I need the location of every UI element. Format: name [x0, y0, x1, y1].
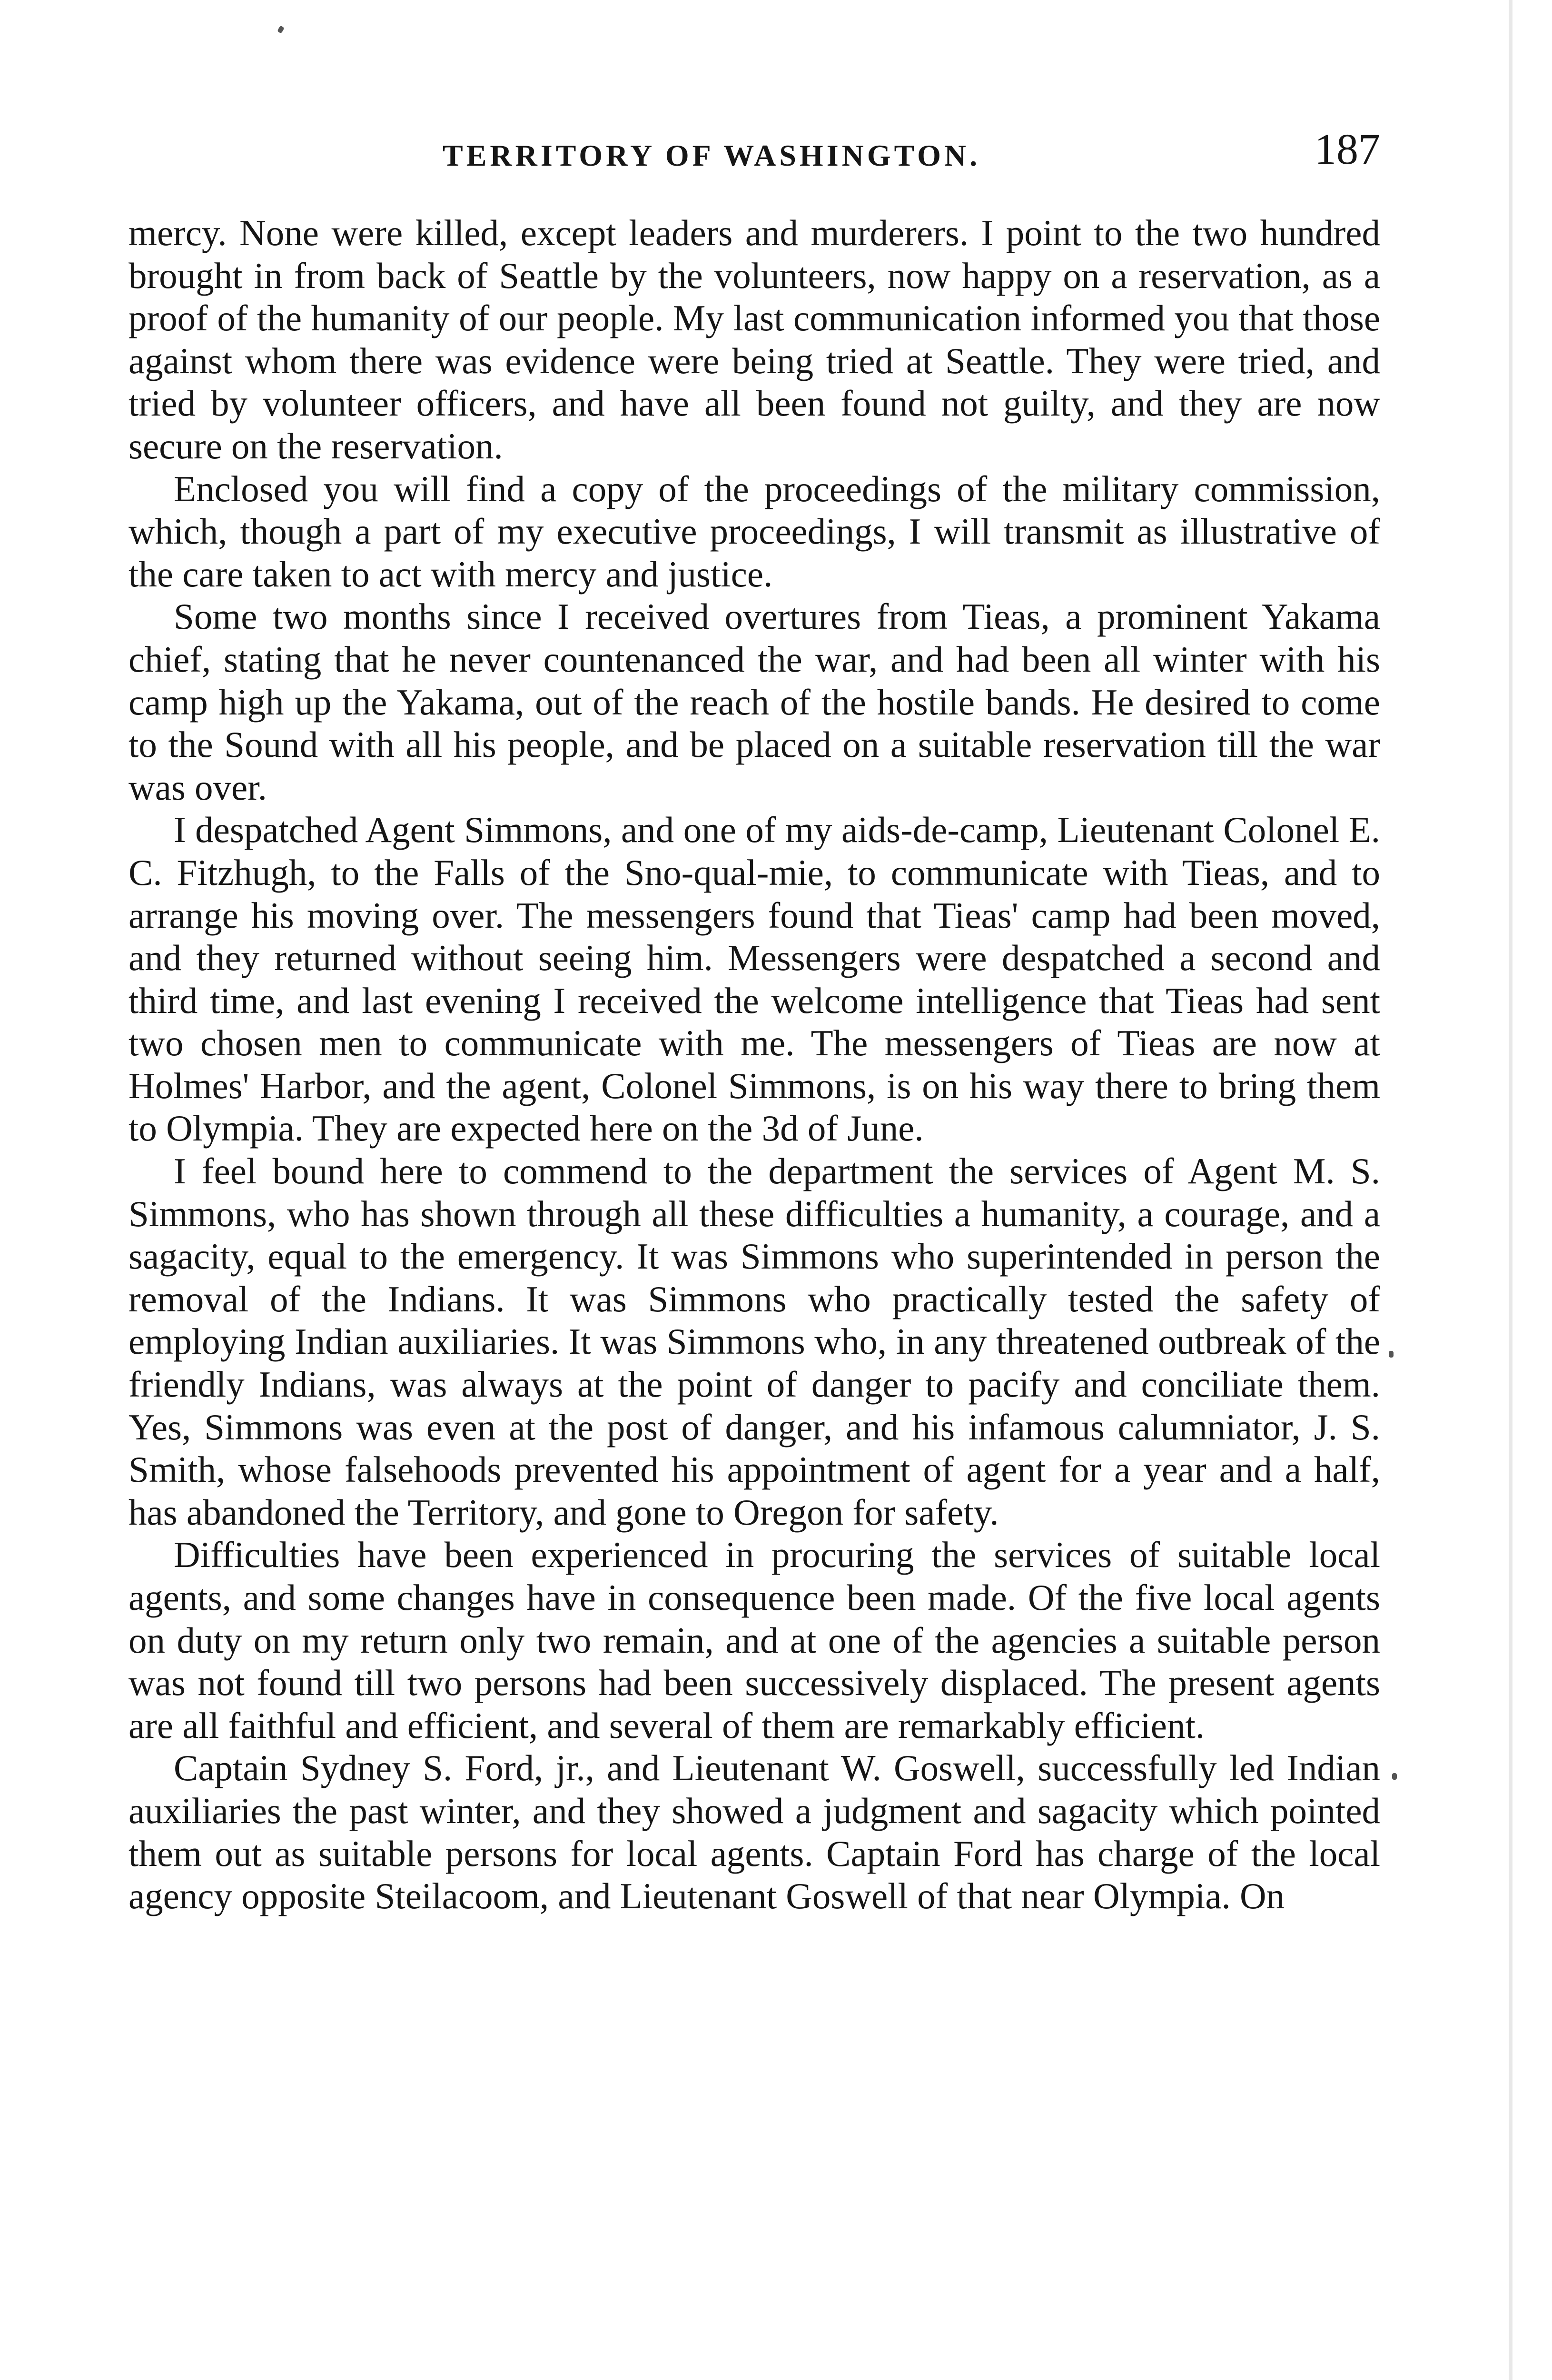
paragraph: Some two months since I received overtures from Tieas, a prominent Yakama chief, stating that he never countenanced the war, and had been all winter with his camp high up the Yakama, out of the reach of the hostile bands. He desired to come to the Sound with all his people, and be placed on a suitable reservation till the war was over. — [129, 596, 1380, 808]
body-text — [129, 212, 1380, 1918]
scan-edge — [1509, 0, 1512, 2380]
paragraph: Captain Sydney S. Ford, jr., and Lieutenant W. Goswell, successfully led Indian auxiliaries the past winter, and they showed a judgment and sagacity which pointed them out as suitable persons for local agents. Captain Ford has charge of the local agency opposite Steilacoom, and Lieutenant Goswell of that near Olympia. On — [129, 1747, 1380, 1917]
paragraph: I feel bound here to commend to the department the services of Agent M. S. Simmons, who has shown through all these difficulties a humanity, a courage, and a sagacity, equal to the emergency. It was Simmons who superintended in person the removal of the Indians. It was Simmons who practically tested the safety of employing Indian auxiliaries. It was Simmons who, in any threatened outbreak of the friendly Indians, was always at the point of danger to pacify and conciliate them. Yes, Simmons was even at the post of danger, and his infamous calumniator, J. S. Smith, whose falsehoods prevented his appointment of agent for a year and a half, has abandoned the Territory, and gone to Oregon for safety. — [129, 1150, 1380, 1533]
print-speck — [1389, 1351, 1394, 1358]
page-header — [129, 124, 1380, 190]
print-speck — [1392, 1773, 1397, 1780]
paragraph: I despatched Agent Simmons, and one of my aids-de-camp, Lieutenant Colonel E. C. Fitzhugh, to the Falls of the Sno-qual-mie, to communicate with Tieas, and to arrange his moving over. The messengers found that Tieas' camp had been moved, and they returned without seeing him. Messengers were despatched a second and third time, and last evening I received the welcome intelligence that Tieas had sent two chosen men to communicate with me. The messengers of Tieas are now at Holmes' Harbor, and the agent, Colonel Simmons, is on his way there to bring them to Olympia. They are expected here on the 3d of June. — [129, 809, 1380, 1149]
page-number: 187 — [1315, 125, 1380, 173]
paragraph: Enclosed you will find a copy of the proceedings of the military commission, which, though a part of my executive proceedings, I will transmit as illustrative of the care taken to act with mercy and justice. — [129, 468, 1380, 595]
paragraph: Difficulties have been experienced in procuring the services of suitable local agents, and some changes have in consequence been made. Of the five local agents on duty on my return only two remain, and at one of the agencies a suitable person was not found till two persons had been successively displaced. The present agents are all faithful and efficient, and several of them are remarkably efficient. — [129, 1534, 1380, 1746]
running-head: TERRITORY OF WASHINGTON. — [443, 139, 981, 172]
print-speck — [277, 25, 285, 33]
paragraph: mercy. None were killed, except leaders and murderers. I point to the two hundred brought in from back of Seattle by the volunteers, now happy on a reservation, as a proof of the humanity of our people. My last communication informed you that those against whom there was evidence were being tried at Seattle. They were tried, and tried by volunteer officers, and have all been found not guilty, and they are now secure on the reservation. — [129, 212, 1380, 466]
